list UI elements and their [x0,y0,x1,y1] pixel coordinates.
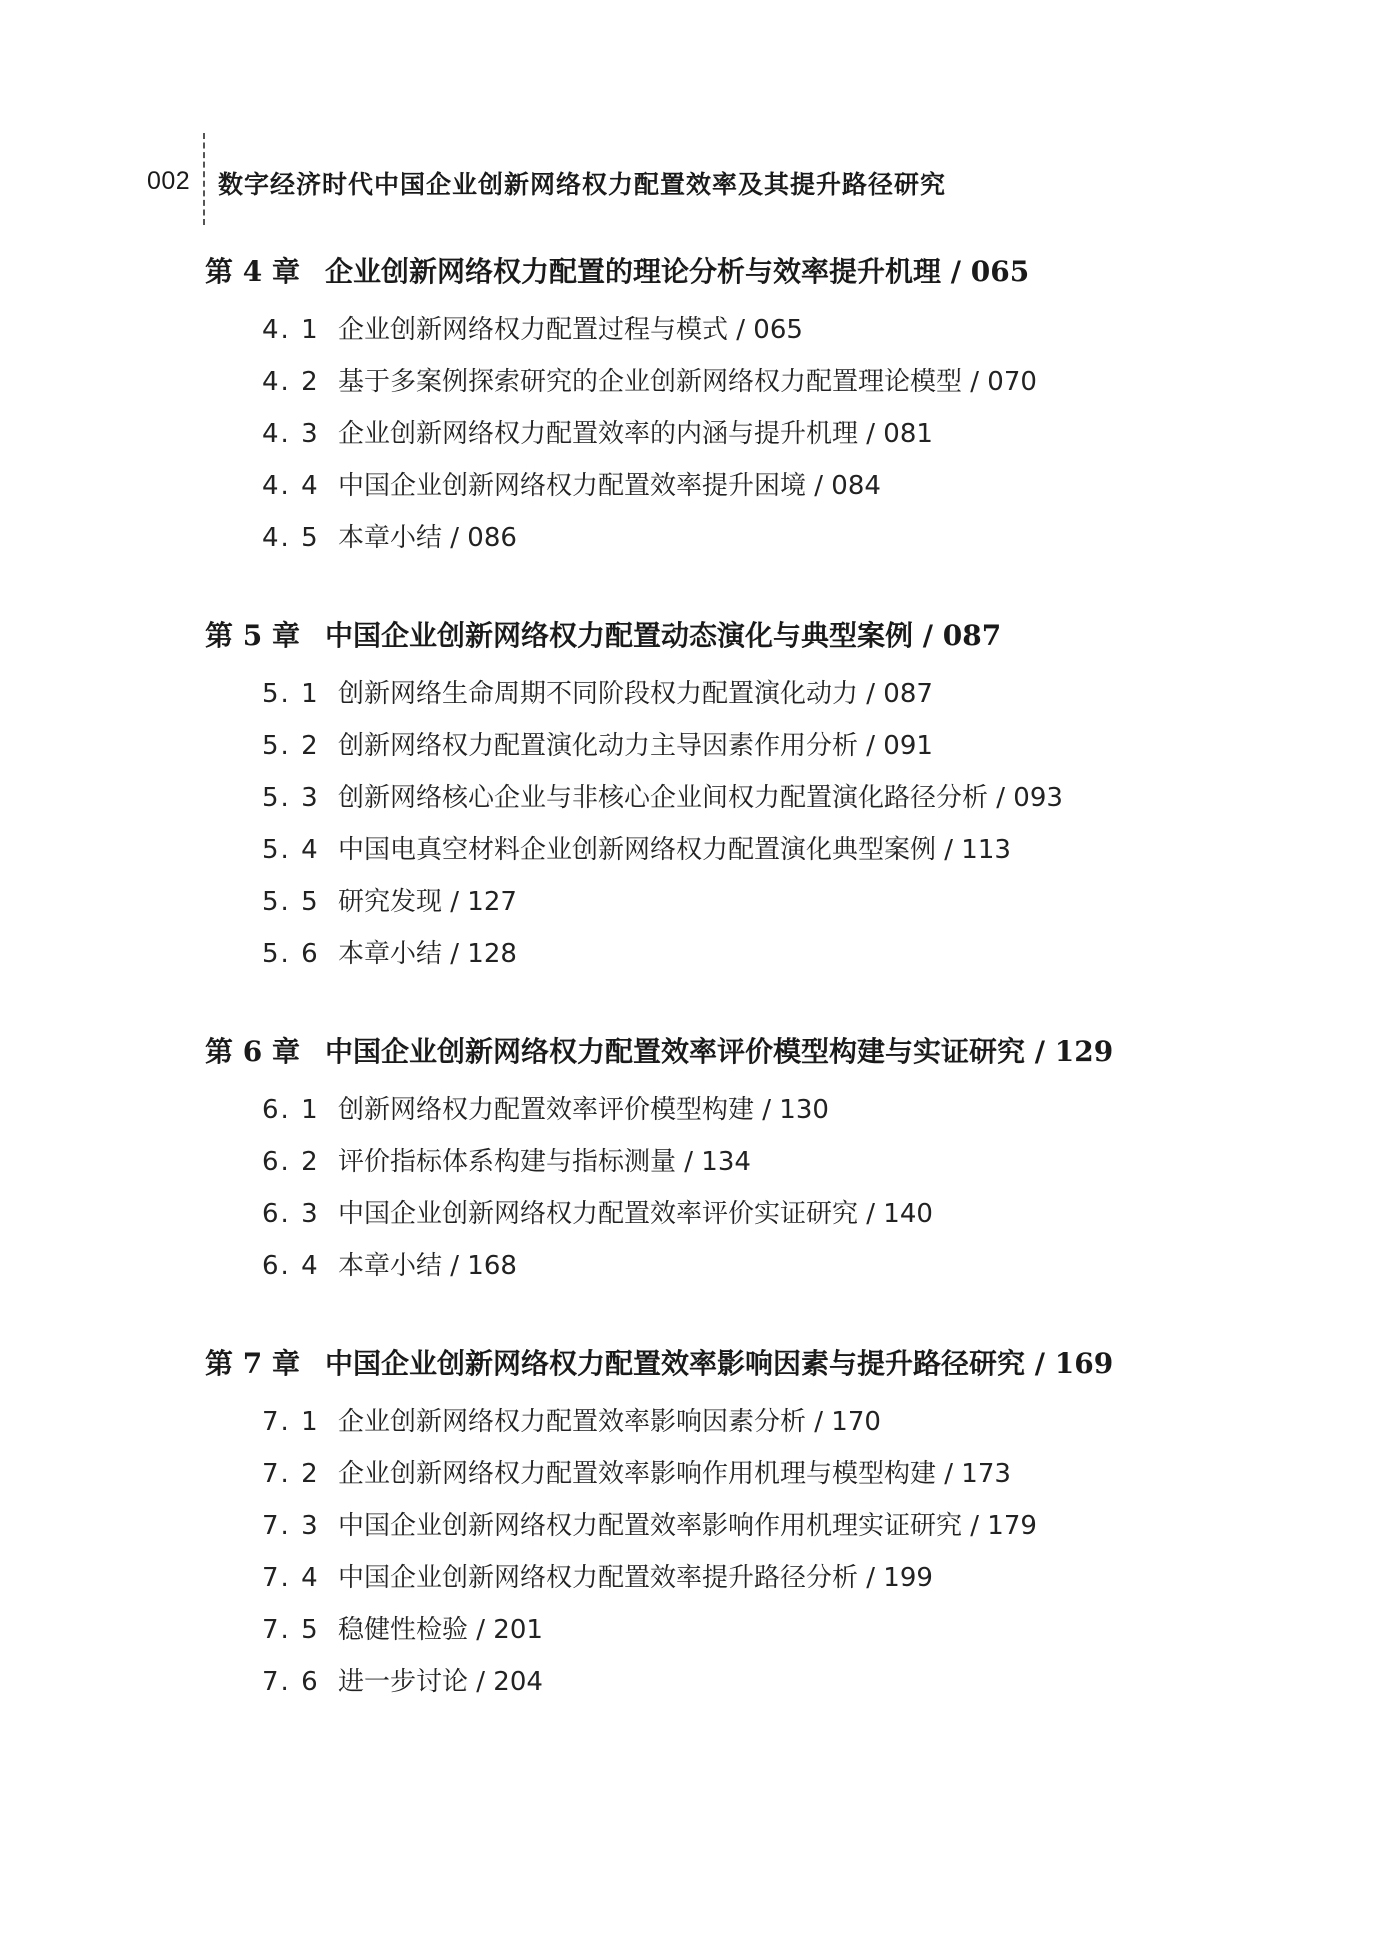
section-number: 4. 1 [262,315,320,345]
toc-entry[interactable] [262,1504,1385,1556]
chapter-heading[interactable] [205,616,1385,672]
toc-entry[interactable] [262,776,1385,828]
page-header [0,155,1385,215]
chapter-title: 中国企业创新网络权力配置效率评价模型构建与实证研究 / 129 [325,1035,1114,1068]
chapter-label: 第 5 章 [205,619,300,652]
toc-entry[interactable] [262,360,1385,412]
chapter-label: 第 4 章 [205,255,300,288]
section-number: 7. 3 [262,1511,320,1541]
chapter-label: 第 6 章 [205,1035,300,1068]
toc-entry[interactable] [262,1608,1385,1660]
chapter-label: 第 7 章 [205,1347,300,1380]
section-number: 7. 2 [262,1459,320,1489]
section-title: 中国企业创新网络权力配置效率影响作用机理实证研究 / 179 [338,1511,1037,1541]
section-number: 7. 1 [262,1407,320,1437]
toc-entry[interactable] [262,724,1385,776]
toc-entry[interactable] [262,1140,1385,1192]
section-number: 4. 4 [262,471,320,501]
chapter-title: 中国企业创新网络权力配置效率影响因素与提升路径研究 / 169 [325,1347,1114,1380]
toc-entry[interactable] [262,932,1385,984]
section-number: 5. 4 [262,835,320,865]
section-number: 7. 4 [262,1563,320,1593]
section-title: 企业创新网络权力配置效率影响因素分析 / 170 [338,1407,881,1437]
toc-entry[interactable] [262,308,1385,360]
toc-entry[interactable] [262,1088,1385,1140]
section-title: 本章小结 / 128 [338,939,517,969]
section-title: 创新网络生命周期不同阶段权力配置演化动力 / 087 [338,679,933,709]
section-title: 企业创新网络权力配置效率的内涵与提升机理 / 081 [338,419,933,449]
chapter-title: 中国企业创新网络权力配置动态演化与典型案例 / 087 [325,619,1002,652]
section-number: 5. 6 [262,939,320,969]
section-number: 6. 1 [262,1095,320,1125]
chapter-heading[interactable] [205,252,1385,308]
section-number: 4. 5 [262,523,320,553]
toc-entry[interactable] [262,1452,1385,1504]
toc-entry[interactable] [262,1192,1385,1244]
section-title: 进一步讨论 / 204 [338,1667,543,1697]
chapter-6 [0,1032,1385,1296]
toc-entry[interactable] [262,1400,1385,1452]
section-title: 企业创新网络权力配置效率影响作用机理与模型构建 / 173 [338,1459,1011,1489]
toc-entry[interactable] [262,516,1385,568]
section-number: 5. 5 [262,887,320,917]
chapter-4 [0,252,1385,568]
book-title: 数字经济时代中国企业创新网络权力配置效率及其提升路径研究 [218,170,947,199]
section-title: 稳健性检验 / 201 [338,1615,543,1645]
toc-entry[interactable] [262,1660,1385,1712]
chapter-title: 企业创新网络权力配置的理论分析与效率提升机理 / 065 [325,255,1030,288]
chapter-heading[interactable] [205,1032,1385,1088]
chapter-7 [0,1344,1385,1712]
section-number: 7. 5 [262,1615,320,1645]
section-number: 7. 6 [262,1667,320,1697]
section-number: 6. 2 [262,1147,320,1177]
page-number: 002 [147,167,191,195]
toc-entry[interactable] [262,880,1385,932]
toc-entry[interactable] [262,412,1385,464]
toc-entry[interactable] [262,1244,1385,1296]
table-of-contents [0,252,1385,1760]
header-divider [203,133,205,225]
section-title: 创新网络权力配置演化动力主导因素作用分析 / 091 [338,731,933,761]
section-number: 4. 3 [262,419,320,449]
section-title: 中国电真空材料企业创新网络权力配置演化典型案例 / 113 [338,835,1011,865]
chapter-heading[interactable] [205,1344,1385,1400]
section-number: 6. 4 [262,1251,320,1281]
section-title: 基于多案例探索研究的企业创新网络权力配置理论模型 / 070 [338,367,1037,397]
section-number: 5. 3 [262,783,320,813]
toc-entry[interactable] [262,464,1385,516]
section-title: 本章小结 / 168 [338,1251,517,1281]
chapter-5 [0,616,1385,984]
section-number: 4. 2 [262,367,320,397]
toc-entry[interactable] [262,672,1385,724]
section-title: 创新网络权力配置效率评价模型构建 / 130 [338,1095,829,1125]
section-title: 企业创新网络权力配置过程与模式 / 065 [338,315,803,345]
section-title: 研究发现 / 127 [338,887,517,917]
section-title: 中国企业创新网络权力配置效率提升困境 / 084 [338,471,881,501]
toc-entry[interactable] [262,828,1385,880]
section-number: 5. 1 [262,679,320,709]
section-title: 中国企业创新网络权力配置效率评价实证研究 / 140 [338,1199,933,1229]
section-title: 评价指标体系构建与指标测量 / 134 [338,1147,751,1177]
section-title: 创新网络核心企业与非核心企业间权力配置演化路径分析 / 093 [338,783,1063,813]
section-title: 中国企业创新网络权力配置效率提升路径分析 / 199 [338,1563,933,1593]
section-number: 5. 2 [262,731,320,761]
toc-entry[interactable] [262,1556,1385,1608]
section-number: 6. 3 [262,1199,320,1229]
section-title: 本章小结 / 086 [338,523,517,553]
